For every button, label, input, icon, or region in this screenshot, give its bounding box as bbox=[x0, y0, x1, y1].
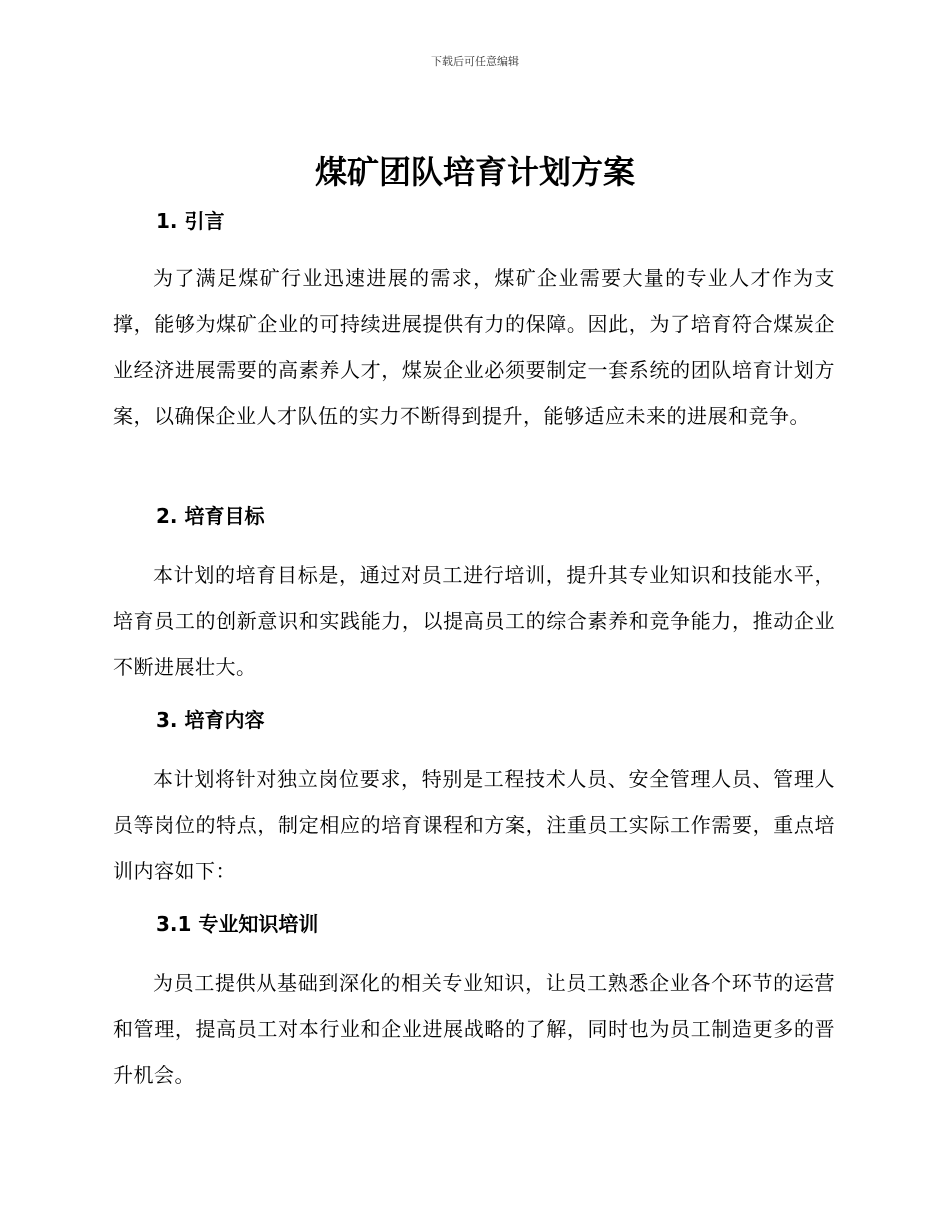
document-title: 煤矿团队培育计划方案 bbox=[314, 153, 635, 191]
section-heading-intro: 1. 引言 bbox=[156, 209, 225, 233]
paragraph-intro: 为了满足煤矿行业迅速进展的需求，煤矿企业需要大量的专业人才作为支撑，能够为煤矿企业的可持续进展提供有力的保障。因此，为了培育符合煤炭企业经济进展需要的高素养人才，煤炭企业必须要制定一套系统的团队培育计划方案，以确保企业人才队伍的实力不断得到提升，能够适应未来的进展和竞争。 bbox=[113, 266, 835, 428]
paragraph-content: 本计划将针对独立岗位要求，特别是工程技术人员、安全管理人员、管理人员等岗位的特点，制定相应的培育课程和方案，注重员工实际工作需要，重点培训内容如下： bbox=[113, 767, 835, 883]
section-heading-goals: 2. 培育目标 bbox=[156, 504, 265, 528]
page-header: 下载后可任意编辑 bbox=[431, 55, 519, 68]
paragraph-goals: 本计划的培育目标是，通过对员工进行培训，提升其专业知识和技能水平，培育员工的创新意识和实践能力，以提高员工的综合素养和竞争能力，推动企业不断进展壮大。 bbox=[113, 563, 835, 679]
section-heading-professional-training: 3.1 专业知识培训 bbox=[156, 912, 319, 936]
paragraph-professional-training: 为员工提供从基础到深化的相关专业知识，让员工熟悉企业各个环节的运营和管理，提高员工对本行业和企业进展战略的了解，同时也为员工制造更多的晋升机会。 bbox=[113, 971, 835, 1087]
section-heading-content: 3. 培育内容 bbox=[156, 708, 265, 732]
